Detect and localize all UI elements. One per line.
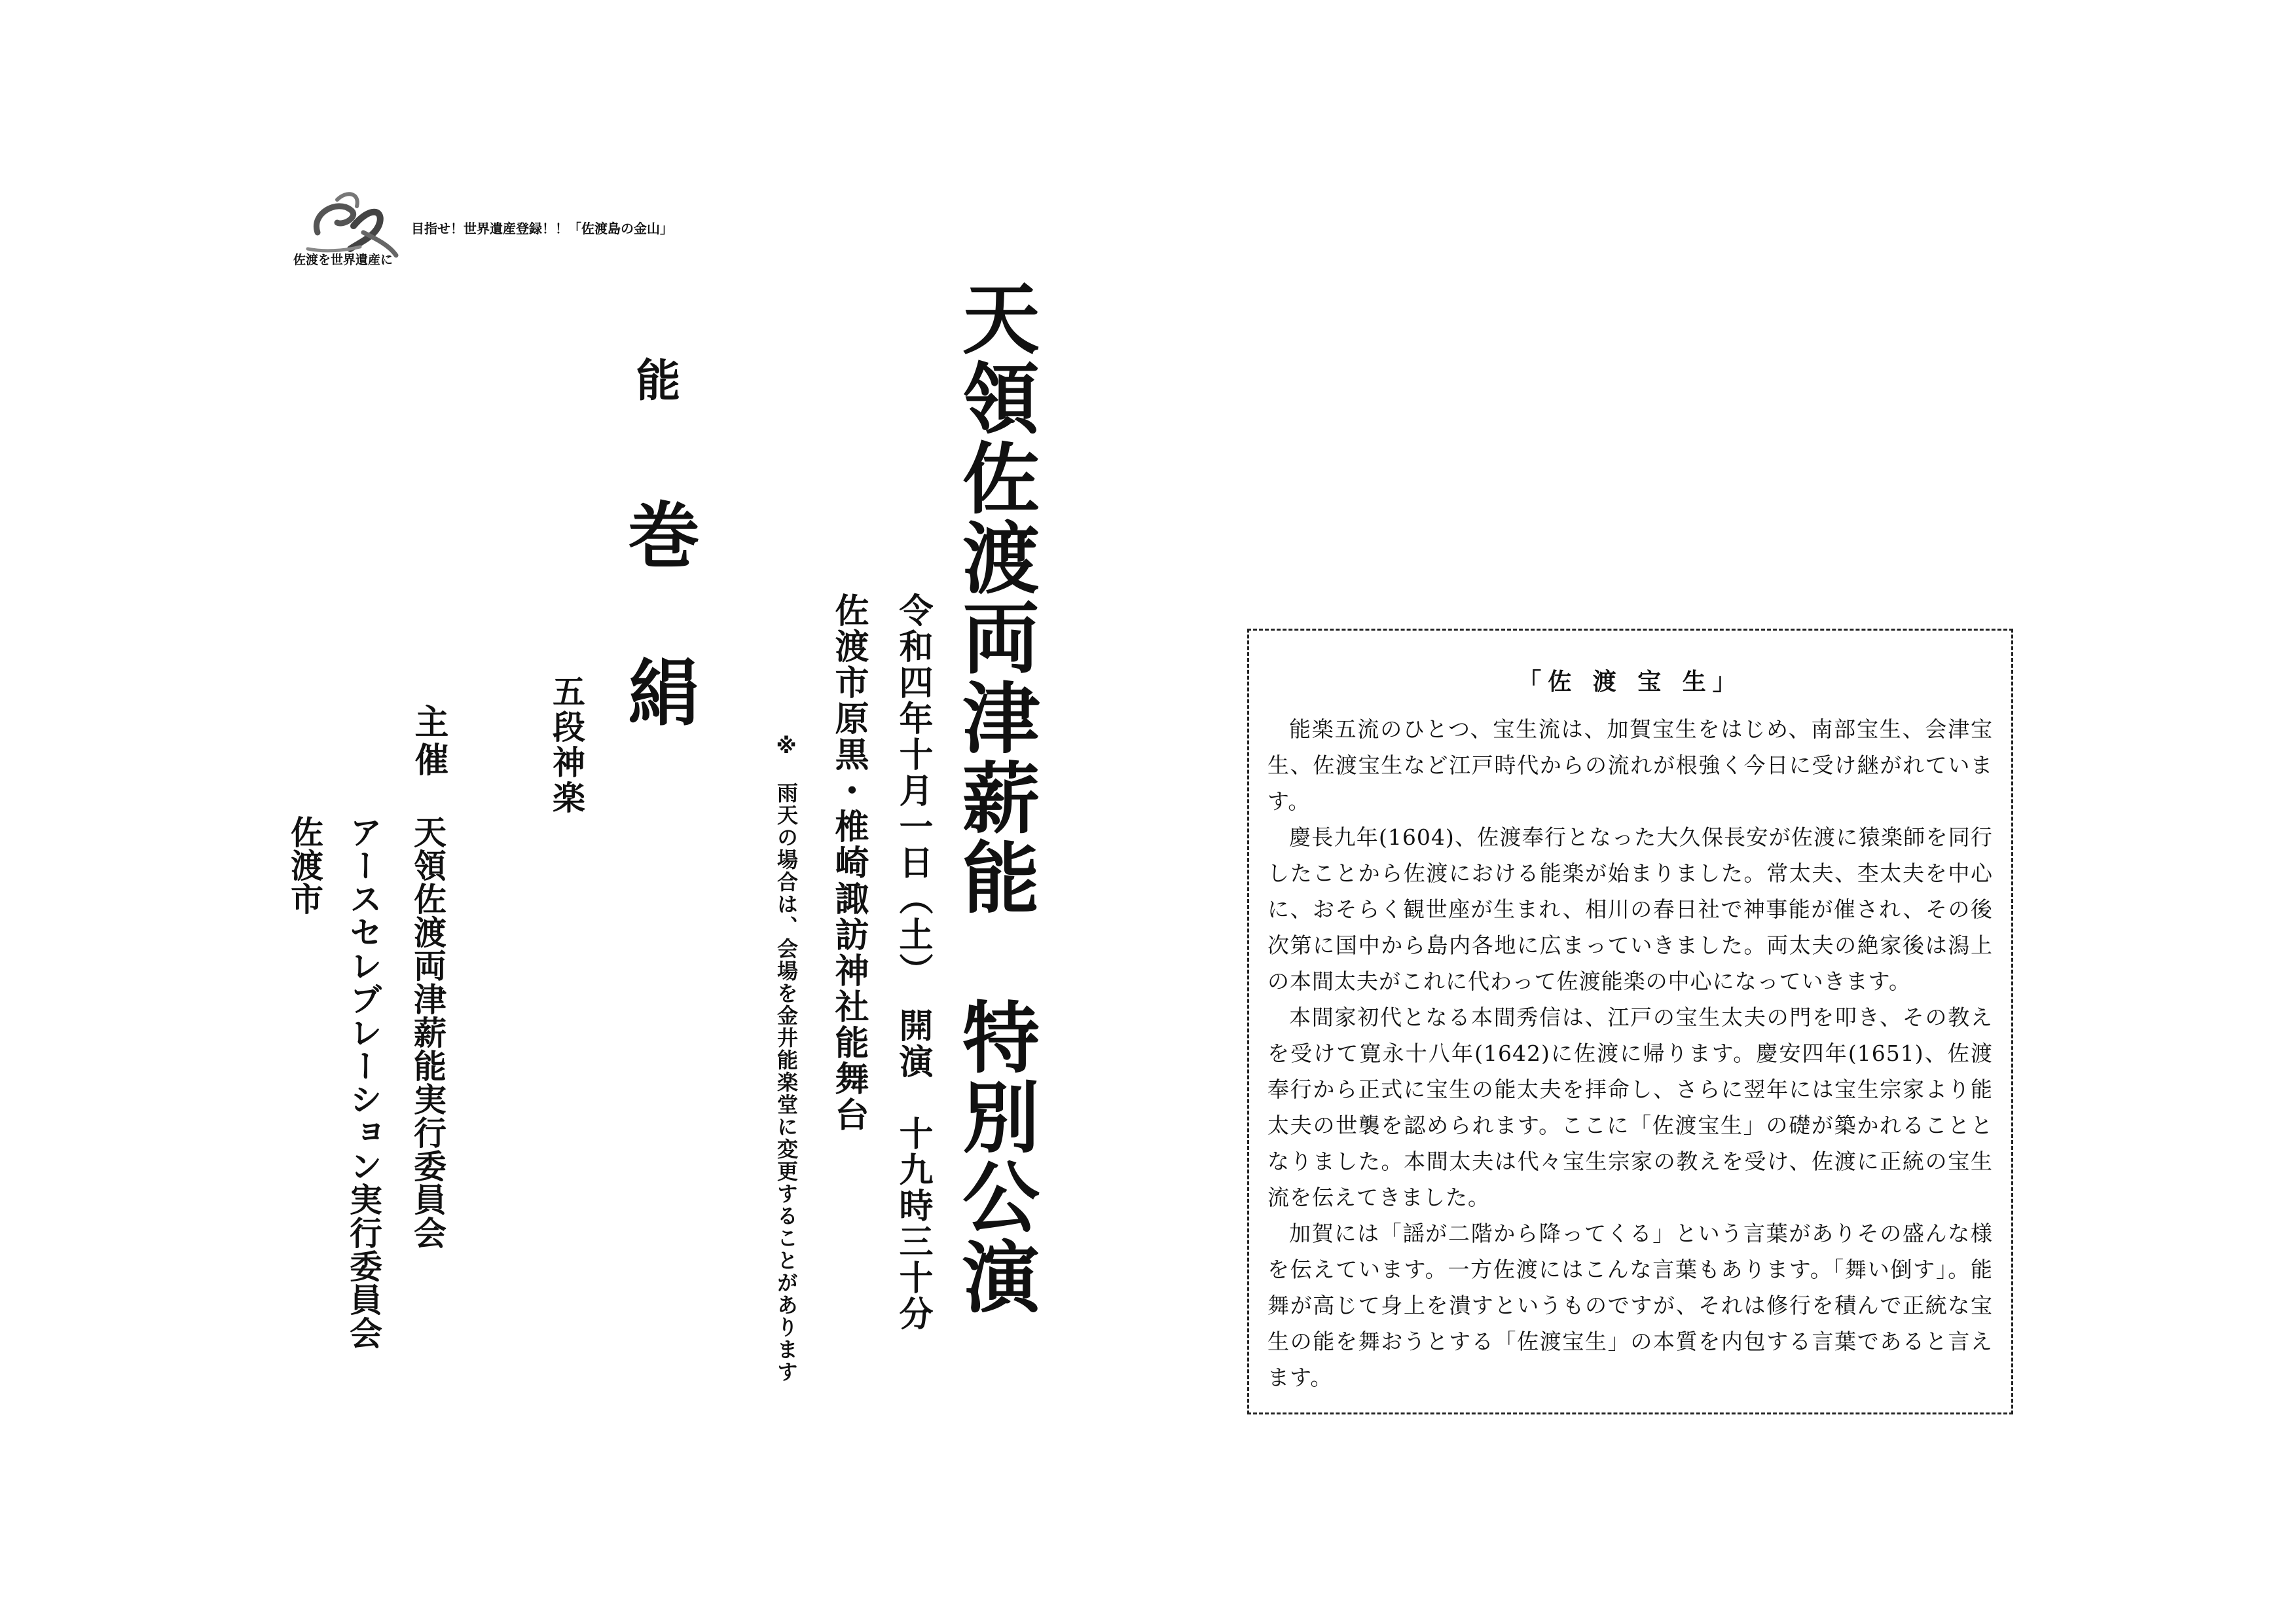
organizer-item: 佐渡市: [285, 815, 323, 915]
info-paragraph: 加賀には「謡が二階から降ってくる」という言葉がありその盛んな様を伝えています。一方佐渡にはこんな言葉もあります。「舞い倒す」。能舞が高じて身上を潰すというものですが、それは修行を積んで正統な宝生の能を舞おうとする「佐渡宝生」の本質を内包する言葉であると言えます。: [1267, 1221, 1993, 1390]
event-venue: 佐渡市原黒・椎崎諏訪神社能舞台: [829, 593, 868, 1133]
organizers-label: 主催: [409, 704, 448, 780]
play-title: 巻絹: [616, 498, 700, 812]
event-date-time: 令和四年十月一日（土） 開演 十九時三十分: [893, 593, 932, 1332]
info-box-title: 「佐 渡 宝 生」: [1518, 669, 1743, 695]
info-paragraph: 慶長九年(1604)、佐渡奉行となった大久保長安が佐渡に猿楽師を同行したことから佐渡における能楽が始まりました。常太夫、杢太夫を中心に、おそらく観世座が生まれ、相川の春日社で神事能が催され、その後次第に国中から島内各地に広まっていきました。両太夫の絶家後は潟上の本間太夫がこれに代わって佐渡能楽の中心になっていきます。: [1267, 824, 1993, 994]
info-paragraph: 本間家初代となる本間秀信は、江戸の宝生太夫の門を叩き、その教えを受けて寛永十八年(1642)に佐渡に帰ります。慶安四年(1651)、佐渡奉行から正式に宝生の能太夫を拝命し、さらに翌年には宝生宗家より能太夫の世襲を認められます。ここに「佐渡宝生」の礎が築かれることとなりました。本間太夫は代々宝生宗家の教えを受け、佐渡に正統の宝生流を伝えてきました。: [1267, 1005, 1993, 1210]
logo-caption: 佐渡を世界遺産に: [293, 253, 393, 267]
program-genre: 能: [629, 357, 680, 401]
logo-slogan: 目指せ！世界遺産登録！！「佐渡島の金山」: [411, 221, 673, 236]
play-subtitle: 五段神楽: [547, 674, 585, 816]
organizer-item: アースセレブレーション実行委員会: [344, 815, 382, 1350]
rain-note: ※ 雨天の場合は、会場を金井能楽堂に変更することがあります: [774, 733, 799, 1383]
info-box: [1247, 629, 2013, 1414]
info-paragraph: 能楽五流のひとつ、宝生流は、加賀宝生をはじめ、南部宝生、会津宝生、佐渡宝生など江戸時代からの流れが根強く今日に受け継がれています。: [1267, 716, 1993, 814]
event-title: 天領佐渡両津薪能 特別公演: [949, 278, 1040, 1317]
organizer-item: 天領佐渡両津薪能実行委員会: [409, 815, 446, 1249]
